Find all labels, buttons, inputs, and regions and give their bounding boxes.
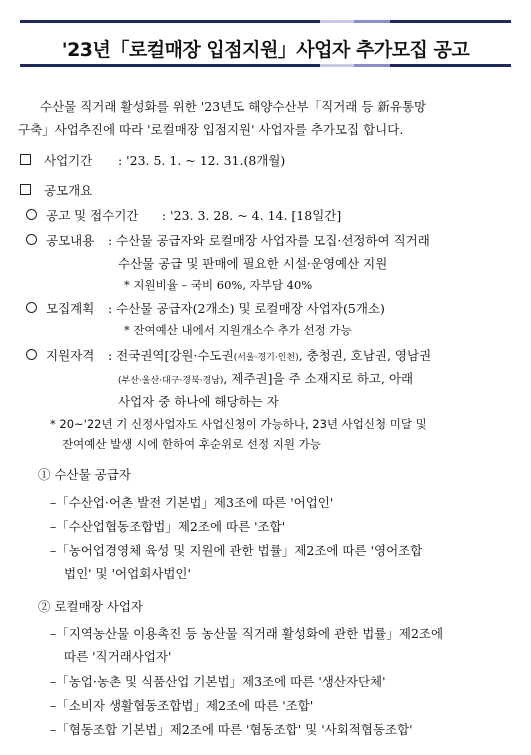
intro-line-1: 수산물 직거래 활성화를 위한 '23년도 해양수산부「직거래 등 新유통망 bbox=[40, 99, 427, 114]
title-top-bar bbox=[20, 20, 511, 23]
section-square-bullet bbox=[20, 154, 31, 165]
qualification-line-2 bbox=[118, 369, 413, 387]
title-bar-accent-segment bbox=[354, 20, 390, 23]
title-bar-dark-segment-right bbox=[390, 20, 511, 23]
qualification-label: 지원자격 bbox=[46, 348, 95, 363]
content-label: 공모내용 bbox=[46, 233, 95, 248]
content-note: * 지원비율 – 국비 60%, 자부담 40% bbox=[124, 278, 313, 292]
plan-label: 모집계획 bbox=[46, 301, 95, 316]
circle-bullet bbox=[26, 302, 37, 313]
circle-bullet bbox=[26, 349, 37, 360]
qualification-line-3: 사업자 중 하나에 해당하는 자 bbox=[118, 394, 279, 409]
footnote-line-1: * 20~'22년 기 신정사업자도 사업신청이 가능하나, 23년 사업신청 미달 및 bbox=[50, 417, 427, 431]
supplier-item-3-cont: 법인' 및 '어업회사법인' bbox=[64, 566, 191, 581]
local-store-item-3: –「소비자 생활협동조합법」제2조에 따른 '조합' bbox=[50, 698, 314, 713]
overview-label: 공모개요 bbox=[44, 183, 93, 198]
circle-bullet bbox=[26, 209, 37, 220]
content-line-1: : 수산물 공급자와 로컬매장 사업자를 모집·선정하여 직거래 bbox=[108, 233, 430, 248]
qualification-line-2a: (부산·울산·대구·경북·경남) bbox=[118, 376, 224, 386]
title-bar-bottom-segment bbox=[20, 64, 511, 67]
suppliers-title: ① 수산물 공급자 bbox=[38, 467, 131, 482]
supplier-item-1: –「수산업·어촌 발전 기본법」제3조에 따른 '어업인' bbox=[50, 495, 334, 510]
qualification-line-2b: , 제주권]을 주 소재지로 하고, 아래 bbox=[223, 371, 414, 386]
local-store-item-2: –「농업·농촌 및 식품산업 기본법」제3조에 따른 '생산자단체' bbox=[50, 674, 386, 689]
title-bar-light-segment bbox=[320, 20, 354, 23]
title-bar-bottom-accent bbox=[354, 64, 390, 67]
intro-line-2: 구축」사업추진에 따라 '로컬매장 입점지원' 사업자를 추가모집 합니다. bbox=[18, 122, 404, 137]
plan-note: * 잔여예산 내에서 지원개소수 추가 선정 가능 bbox=[124, 323, 352, 337]
notice-label: 공고 및 접수기간 bbox=[46, 208, 139, 223]
supplier-item-2: –「수산업협동조합법」제2조에 따른 '조합' bbox=[50, 519, 286, 534]
title-bar-dark-segment bbox=[20, 20, 320, 23]
local-store-item-1-cont: 따른 '직거래사업자' bbox=[64, 649, 172, 664]
period-label: 사업기간 bbox=[44, 153, 93, 168]
plan-line-1: : 수산물 공급자(2개소) 및 로컬매장 사업자(5개소) bbox=[108, 301, 385, 316]
notice-value: : '23. 3. 28. ~ 4. 14. [18일간] bbox=[162, 208, 342, 223]
local-stores-title: ② 로컬매장 사업자 bbox=[38, 599, 143, 614]
qualification-line-1a: : 전국권역[강원·수도권 bbox=[108, 348, 234, 363]
local-store-item-1: –「지역농산물 이용촉진 등 농산물 직거래 활성화에 관한 법률」제2조에 bbox=[50, 626, 444, 641]
title-bar-bottom-light bbox=[320, 64, 354, 67]
circle-bullet bbox=[26, 234, 37, 245]
title-bottom-bar bbox=[20, 64, 511, 67]
period-value: : '23. 5. 1. ~ 12. 31.(8개월) bbox=[118, 153, 286, 168]
footnote-line-2: 잔여예산 발생 시에 한하여 후순위로 선정 지원 가능 bbox=[62, 437, 321, 451]
qualification-line-1b: (서울·경기·인천) bbox=[233, 353, 299, 363]
local-store-item-4: –「협동조합 기본법」제2조에 따른 '협동조합' 및 '사회적협동조합' bbox=[50, 722, 413, 737]
page-title: '23년「로컬매장 입점지원」사업자 추가모집 공고 bbox=[61, 39, 470, 61]
qualification-line-1c: , 충청권, 호남권, 영남권 bbox=[298, 348, 432, 363]
content-line-2: 수산물 공급 및 판매에 필요한 시설·운영예산 지원 bbox=[118, 256, 388, 271]
qualification-line-1 bbox=[108, 346, 431, 364]
supplier-item-3: –「농어업경영체 육성 및 지원에 관한 법률」제2조에 따른 '영어조합 bbox=[50, 543, 423, 558]
section-square-bullet bbox=[20, 184, 31, 195]
